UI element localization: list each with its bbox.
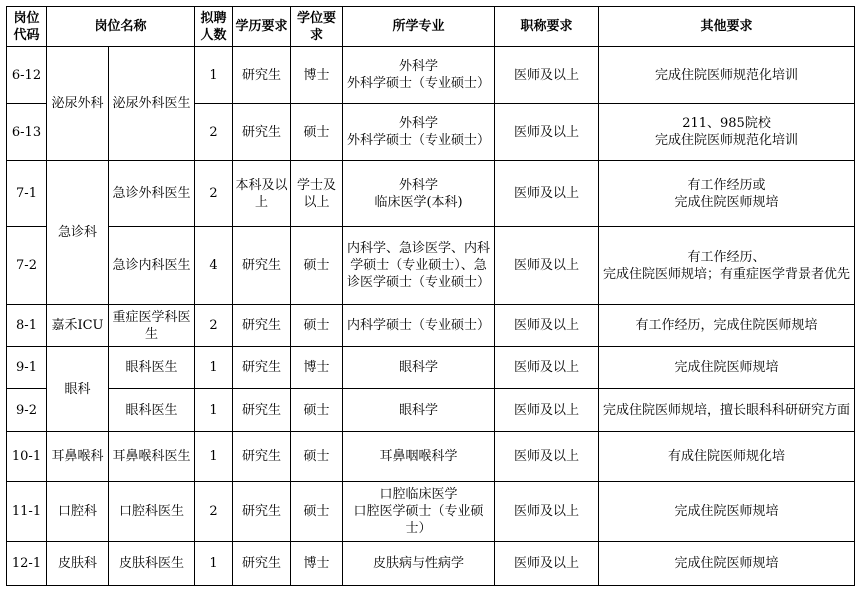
cell-dept: 口腔科 (47, 482, 109, 542)
cell-count: 1 (195, 542, 233, 586)
cell-count: 1 (195, 347, 233, 389)
cell-dept: 泌尿外科 (47, 47, 109, 161)
cell-other: 有工作经历、 完成住院医师规培；有重症医学背景者优先 (599, 227, 855, 305)
cell-other: 完成住院医师规培 (599, 482, 855, 542)
cell-code: 8-1 (7, 305, 47, 347)
cell-education: 研究生 (233, 305, 291, 347)
header-row (7, 7, 855, 47)
cell-education: 研究生 (233, 542, 291, 586)
cell-other: 211、985院校 完成住院医师规范化培训 (599, 104, 855, 161)
cell-count: 2 (195, 482, 233, 542)
cell-degree: 硕士 (291, 389, 343, 432)
cell-position: 皮肤科医生 (109, 542, 195, 586)
cell-dept: 嘉禾ICU (47, 305, 109, 347)
cell-other: 完成住院医师规培 (599, 542, 855, 586)
header-major: 所学专业 (343, 7, 495, 47)
cell-major: 眼科学 (343, 347, 495, 389)
cell-title: 医师及以上 (495, 161, 599, 227)
cell-code: 9-2 (7, 389, 47, 432)
cell-education: 研究生 (233, 389, 291, 432)
header-other: 其他要求 (599, 7, 855, 47)
cell-other: 完成住院医师规培 (599, 347, 855, 389)
cell-dept: 皮肤科 (47, 542, 109, 586)
table-row (7, 482, 855, 542)
table-row (7, 305, 855, 347)
cell-degree: 博士 (291, 542, 343, 586)
header-title: 职称要求 (495, 7, 599, 47)
cell-count: 1 (195, 389, 233, 432)
cell-count: 2 (195, 104, 233, 161)
recruitment-table (6, 6, 855, 586)
cell-dept: 眼科 (47, 347, 109, 432)
cell-education: 研究生 (233, 432, 291, 482)
cell-major: 外科学 外科学硕士（专业硕士） (343, 47, 495, 104)
cell-education: 本科及以上 (233, 161, 291, 227)
cell-code: 11-1 (7, 482, 47, 542)
cell-code: 10-1 (7, 432, 47, 482)
cell-education: 研究生 (233, 482, 291, 542)
cell-other: 完成住院医师规培，擅长眼科科研研究方面 (599, 389, 855, 432)
cell-position: 泌尿外科医生 (109, 47, 195, 161)
cell-other: 完成住院医师规范化培训 (599, 47, 855, 104)
cell-code: 7-1 (7, 161, 47, 227)
cell-major: 内科学、急诊医学、内科学硕士（专业硕士）、急诊医学硕士（专业硕士） (343, 227, 495, 305)
cell-education: 研究生 (233, 227, 291, 305)
cell-code: 6-13 (7, 104, 47, 161)
cell-education: 研究生 (233, 104, 291, 161)
header-education: 学历要求 (233, 7, 291, 47)
cell-count: 1 (195, 432, 233, 482)
cell-major: 眼科学 (343, 389, 495, 432)
cell-degree: 博士 (291, 47, 343, 104)
cell-title: 医师及以上 (495, 104, 599, 161)
cell-title: 医师及以上 (495, 432, 599, 482)
cell-education: 研究生 (233, 47, 291, 104)
table-row (7, 161, 855, 227)
cell-count: 2 (195, 305, 233, 347)
cell-major: 皮肤病与性病学 (343, 542, 495, 586)
cell-title: 医师及以上 (495, 542, 599, 586)
cell-other: 有工作经历，完成住院医师规培 (599, 305, 855, 347)
cell-degree: 博士 (291, 347, 343, 389)
cell-position: 耳鼻喉科医生 (109, 432, 195, 482)
header-count: 拟聘人数 (195, 7, 233, 47)
cell-degree: 硕士 (291, 305, 343, 347)
header-code: 岗位代码 (7, 7, 47, 47)
table-row (7, 47, 855, 104)
cell-count: 4 (195, 227, 233, 305)
cell-code: 7-2 (7, 227, 47, 305)
cell-position: 急诊外科医生 (109, 161, 195, 227)
cell-dept: 急诊科 (47, 161, 109, 305)
cell-education: 研究生 (233, 347, 291, 389)
cell-title: 医师及以上 (495, 47, 599, 104)
table-row (7, 227, 855, 305)
header-name: 岗位名称 (47, 7, 195, 47)
cell-position: 眼科医生 (109, 347, 195, 389)
table-row (7, 542, 855, 586)
cell-major: 外科学 临床医学(本科) (343, 161, 495, 227)
cell-degree: 学士及以上 (291, 161, 343, 227)
cell-position: 眼科医生 (109, 389, 195, 432)
table-row (7, 432, 855, 482)
cell-degree: 硕士 (291, 482, 343, 542)
table-row (7, 347, 855, 389)
cell-position: 口腔科医生 (109, 482, 195, 542)
cell-degree: 硕士 (291, 227, 343, 305)
cell-degree: 硕士 (291, 432, 343, 482)
cell-major: 内科学硕士（专业硕士） (343, 305, 495, 347)
cell-major: 耳鼻咽喉科学 (343, 432, 495, 482)
cell-major: 口腔临床医学 口腔医学硕士（专业硕士） (343, 482, 495, 542)
cell-title: 医师及以上 (495, 227, 599, 305)
cell-dept: 耳鼻喉科 (47, 432, 109, 482)
cell-title: 医师及以上 (495, 305, 599, 347)
cell-code: 6-12 (7, 47, 47, 104)
cell-title: 医师及以上 (495, 389, 599, 432)
cell-degree: 硕士 (291, 104, 343, 161)
cell-count: 1 (195, 47, 233, 104)
cell-major: 外科学 外科学硕士（专业硕士） (343, 104, 495, 161)
cell-title: 医师及以上 (495, 482, 599, 542)
cell-other: 有成住院医师规化培 (599, 432, 855, 482)
cell-title: 医师及以上 (495, 347, 599, 389)
cell-code: 12-1 (7, 542, 47, 586)
cell-count: 2 (195, 161, 233, 227)
cell-code: 9-1 (7, 347, 47, 389)
table-row (7, 389, 855, 432)
header-degree: 学位要求 (291, 7, 343, 47)
cell-position: 重症医学科医生 (109, 305, 195, 347)
cell-other: 有工作经历或 完成住院医师规培 (599, 161, 855, 227)
cell-position: 急诊内科医生 (109, 227, 195, 305)
